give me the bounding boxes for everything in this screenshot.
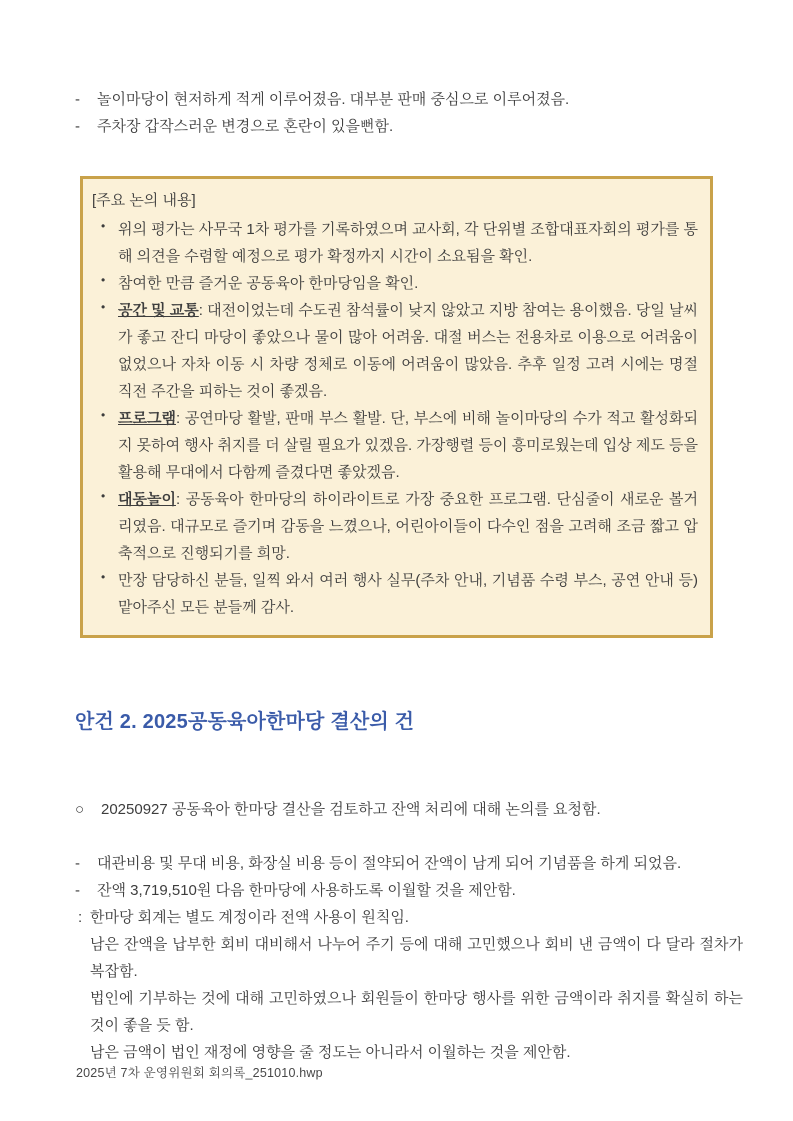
circle-marker: ○: [75, 801, 85, 818]
discussion-box: [80, 176, 713, 638]
point-text: 대관비용 및 무대 비용, 화장실 비용 등이 절약되어 잔액이 남게 되어 기념품을 하게 되었음.: [97, 855, 682, 872]
discussion-item: [92, 486, 698, 567]
dash-marker: -: [75, 91, 80, 108]
bullet-icon: •: [101, 489, 106, 503]
note-text: 주차장 갑작스러운 변경으로 혼란이 있을뻔함.: [97, 118, 394, 135]
discussion-item: [92, 567, 698, 621]
item-lead: 프로그램: [118, 410, 176, 427]
agenda-heading: 안건 2. 2025공동육아한마당 결산의 건: [75, 711, 415, 733]
discussion-list: [92, 216, 698, 621]
discussion-item: [92, 216, 698, 270]
discussion-item: [92, 270, 698, 297]
item-text: : 공동육아 한마당의 하이라이트로 가장 중요한 프로그램. 단심줄이 새로운 볼거리였음. 대규모로 즐기며 감동을 느꼈으나, 어린아이들이 다수인 점을 고려해 조금 짧고 압축적으로 진행되기를 희망.: [118, 491, 698, 562]
item-text: 참여한 만큼 즐거운 공동육아 한마당임을 확인.: [118, 275, 419, 292]
item-text: 만장 담당하신 분들, 일찍 와서 여러 행사 실무(주차 안내, 기념품 수령 부스, 공연 안내 등) 맡아주신 모든 분들께 감사.: [118, 572, 698, 616]
item-text: : 대전이었는데 수도권 참석률이 낮지 않았고 지방 참여는 용이했음. 당일 날씨가 좋고 잔디 마당이 좋았으나 물이 많아 어려움. 대절 버스는 전용차로 이용으로 어려움이 없었으나 자차 이동 시 차량 정체로 이동에 어려움이 많았음. 추후 일정 고려 시에는 명절 직전 주간을 피하는 것이 좋겠음.: [118, 302, 698, 400]
resolution-points: [75, 850, 743, 904]
dash-marker: -: [75, 882, 80, 899]
evaluation-notes: [75, 86, 743, 140]
bullet-icon: •: [101, 219, 106, 233]
item-lead: 대동놀이: [118, 491, 176, 508]
resolution-request: [75, 796, 743, 823]
discussion-box-title: [주요 논의 내용]: [92, 192, 196, 209]
note-line: [75, 86, 743, 113]
note-line: 남은 잔액을 납부한 회비 대비해서 나누어 주기 등에 대해 고민했으나 회비 낸 금액이 다 달라 절차가 복잡함.: [90, 936, 743, 980]
bullet-icon: •: [101, 408, 106, 422]
resolution-note: [75, 904, 743, 1066]
document-filename: 2025년 7차 운영위원회 회의록_251010.hwp: [76, 1065, 323, 1080]
bullet-icon: •: [101, 570, 106, 584]
bullet-icon: •: [101, 273, 106, 287]
discussion-item: [92, 297, 698, 405]
item-text: : 공연마당 활발, 판매 부스 활발. 단, 부스에 비해 놀이마당의 수가 적고 활성화되지 못하여 행사 취지를 더 살릴 필요가 있겠음. 가장행렬 등이 흥미로웠는데 입상 제도 등을 활용해 무대에서 다함께 즐겼다면 좋았겠음.: [118, 410, 698, 481]
colon-marker: :: [78, 909, 83, 926]
note-line: [75, 113, 743, 140]
dash-marker: -: [75, 118, 80, 135]
point-line: [75, 877, 743, 904]
note-first-line: [75, 904, 743, 931]
item-lead: 공간 및 교통: [118, 302, 199, 319]
note-lead-text: 한마당 회계는 별도 계정이라 전액 사용이 원칙임.: [90, 909, 409, 926]
dash-marker: -: [75, 855, 80, 872]
note-line: 남은 금액이 법인 재정에 영향을 줄 정도는 아니라서 이월하는 것을 제안함.: [90, 1044, 571, 1061]
note-text: 놀이마당이 현저하게 적게 이루어졌음. 대부분 판매 중심으로 이루어졌음.: [97, 91, 570, 108]
note-line: 법인에 기부하는 것에 대해 고민하였으나 회원들이 한마당 행사를 위한 금액이라 취지를 확실히 하는 것이 좋을 듯 함.: [90, 990, 743, 1034]
point-text: 잔액 3,719,510원 다음 한마당에 사용하도록 이월할 것을 제안함.: [97, 882, 516, 899]
request-text: 20250927 공동육아 한마당 결산을 검토하고 잔액 처리에 대해 논의를 요청함.: [101, 801, 601, 818]
bullet-icon: •: [101, 300, 106, 314]
discussion-item: [92, 405, 698, 486]
point-line: [75, 850, 743, 877]
item-text: 위의 평가는 사무국 1차 평가를 기록하였으며 교사회, 각 단위별 조합대표자회의 평가를 통해 의견을 수렴할 예정으로 평가 확정까지 시간이 소요됨을 확인.: [118, 221, 698, 265]
